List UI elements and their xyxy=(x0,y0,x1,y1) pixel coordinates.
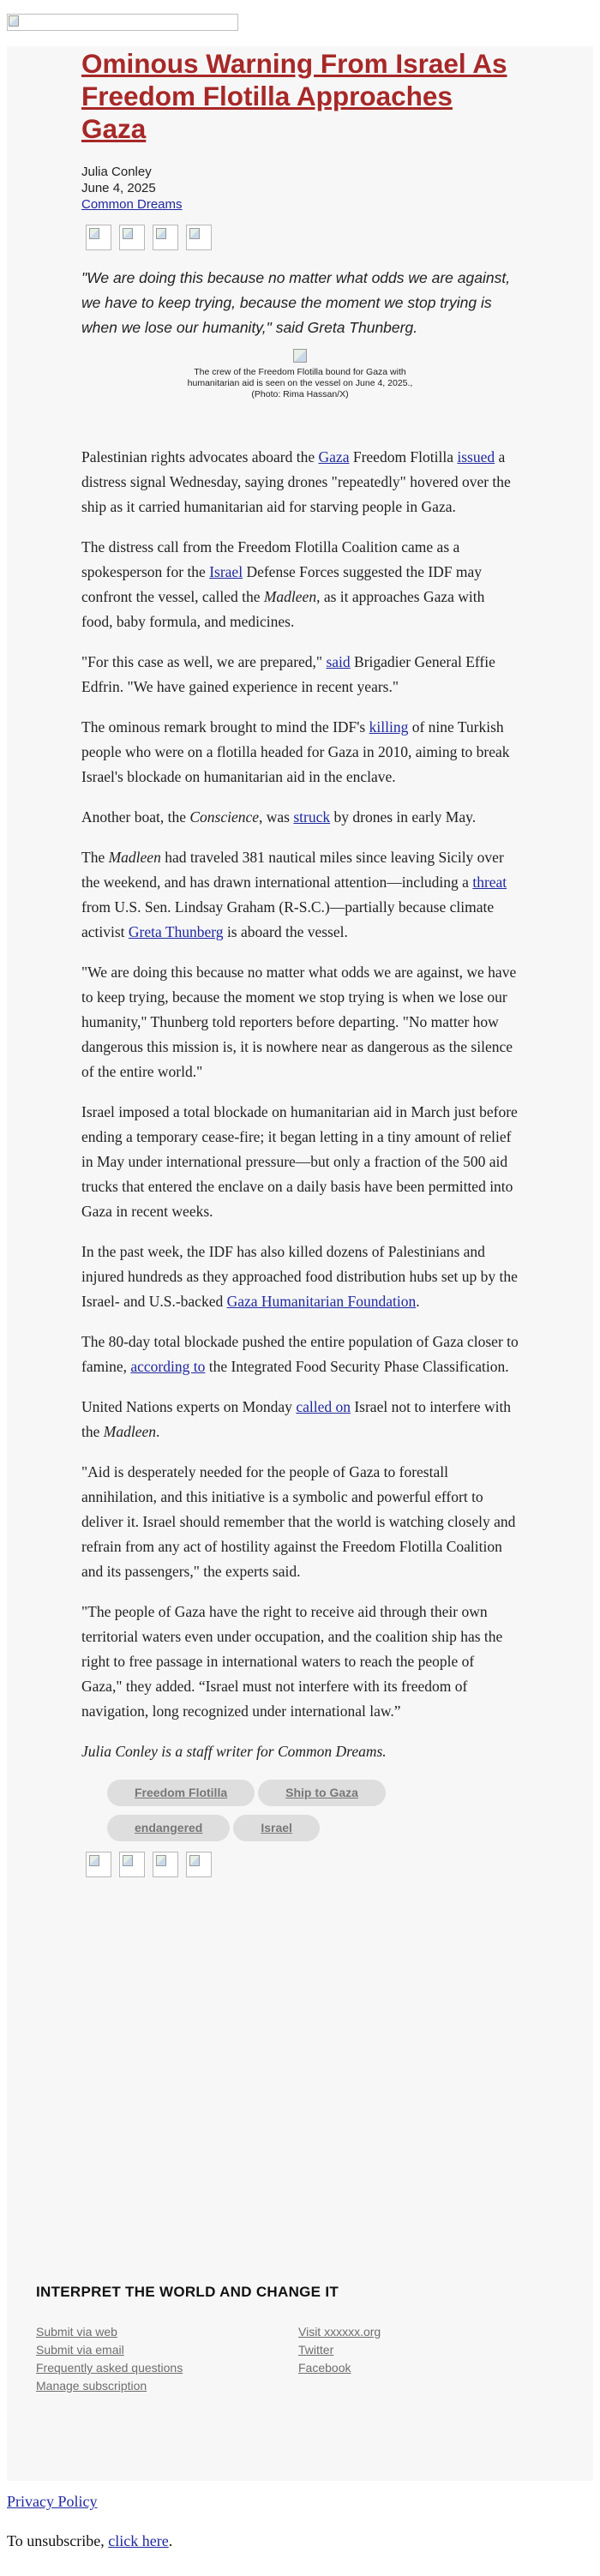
struck-link[interactable]: struck xyxy=(293,808,331,826)
paragraph: Palestinian rights advocates aboard the Gaza Freedom Flotilla issued a distress signal Wednesday, saying drones "repeatedly" hovered over the ship as it carried humanitarian aid for starving people in Gaza. xyxy=(81,448,511,515)
article-image xyxy=(293,349,307,363)
paragraph: The Madleen had traveled 381 nautical miles since leaving Sicily over the weekend, and has drawn international attention—including a threat from U.S. Sen. Lindsay Graham (R-S.C.)—partially because climate activist Greta Thunberg is aboard the vessel. xyxy=(81,849,507,940)
issued-link[interactable]: issued xyxy=(457,448,495,465)
paragraph: "Aid is desperately needed for the people of Gaza to forestall annihilation, and this initiative is a symbolic and powerful effort to deliver it. Israel should remember that the world is watching closely and refrain from any act of hostility against the Freedom Flotilla Coalition and its passengers," the experts said. xyxy=(81,1463,516,1580)
article-meta xyxy=(81,164,519,213)
according-to-link[interactable]: according to xyxy=(130,1358,206,1375)
article-figure xyxy=(81,349,519,400)
facebook-icon[interactable] xyxy=(86,225,111,250)
newsletter-container xyxy=(7,46,593,2481)
submit-web-link[interactable]: Submit via web xyxy=(36,2325,117,2339)
tag-list xyxy=(81,1780,467,1850)
ghf-link[interactable]: Gaza Humanitarian Foundation xyxy=(226,1293,417,1310)
paragraph: Another boat, the Conscience, was struck by drones in early May. xyxy=(81,808,477,826)
unsubscribe-line: To unsubscribe, click here. xyxy=(7,2532,173,2549)
tag-freedom-flotilla[interactable]: Freedom Flotilla xyxy=(107,1780,255,1806)
bottom-links xyxy=(7,2490,172,2569)
email-icon[interactable] xyxy=(153,225,178,250)
unsubscribe-link[interactable]: click here xyxy=(108,2532,169,2549)
tag-ship-to-gaza[interactable]: Ship to Gaza xyxy=(258,1780,386,1806)
paragraph: "The people of Gaza have the right to receive aid through their own territorial waters even under occupation, and the coalition ship has the right to free passage in international waters to reach the people of Gaza," they added. “Israel must not interfere with its freedom of navigation, long recognized under international law.” xyxy=(81,1603,503,1720)
twitter-icon[interactable] xyxy=(119,1852,145,1877)
print-icon[interactable] xyxy=(186,1852,212,1877)
paragraph: The distress call from the Freedom Flotilla Coalition came as a spokesperson for the Israel Defense Forces suggested the IDF may confront the vessel, called the Madleen, as it approaches Gaza with food, baby formula, and medicines. xyxy=(81,538,485,630)
paragraph: United Nations experts on Monday called on Israel not to interfere with the Madleen. xyxy=(81,1398,512,1440)
share-icons-top xyxy=(81,225,519,250)
submit-email-link[interactable]: Submit via email xyxy=(36,2343,124,2357)
manage-subscription-link[interactable]: Manage subscription xyxy=(36,2379,147,2393)
paragraph: Israel imposed a total blockade on humanitarian aid in March just before ending a temporary cease-fire; it began letting in a tiny amount of relief in May under international pressure—but only a fraction of the 500 aid trucks that entered the enclave on a daily basis have been permitted into Gaza in recent weeks. xyxy=(81,1103,518,1220)
author-bio: Julia Conley is a staff writer for Common Dreams. xyxy=(81,1743,387,1760)
headline-link[interactable]: Ominous Warning From Israel As Freedom Flotilla Approaches Gaza xyxy=(81,48,507,144)
faq-link[interactable]: Frequently asked questions xyxy=(36,2361,183,2375)
twitter-link[interactable]: Twitter xyxy=(298,2343,334,2357)
gaza-link[interactable]: Gaza xyxy=(318,448,350,465)
print-icon[interactable] xyxy=(186,225,212,250)
footer-links-right xyxy=(298,2323,381,2377)
image-caption: The crew of the Freedom Flotilla bound for Gaza with humanitarian aid is seen on the vessel on June 4, 2025., (Photo: Rima Hassan/X) xyxy=(187,367,413,399)
greta-thunberg-link[interactable]: Greta Thunberg xyxy=(128,923,224,940)
threat-link[interactable]: threat xyxy=(472,874,507,891)
paragraph: The ominous remark brought to mind the IDF's killing of nine Turkish people who were on a flotilla headed for Gaza in 2010, aiming to break Israel's blockade on humanitarian aid in the enclave. xyxy=(81,718,510,785)
tag-israel[interactable]: Israel xyxy=(233,1815,320,1841)
paragraph: "We are doing this because no matter what odds we are against, we have to keep trying, because the moment we stop trying is when we lose our humanity," Thunberg told reporters before departing. "No matter how dangerous this mission is, it is nowhere near as dangerous as the silence of the entire world." xyxy=(81,964,517,1080)
article xyxy=(81,46,519,1877)
footer-heading: INTERPRET THE WORLD AND CHANGE IT xyxy=(36,2284,339,2300)
visit-site-link[interactable]: Visit xxxxxx.org xyxy=(298,2325,381,2339)
facebook-link[interactable]: Facebook xyxy=(298,2361,351,2375)
publish-date: June 4, 2025 xyxy=(81,181,156,195)
paragraph: The 80-day total blockade pushed the entire population of Gaza closer to famine, according to the Integrated Food Security Phase Classification. xyxy=(81,1333,519,1375)
pullquote: "We are doing this because no matter what odds we are against, we have to keep trying, because the moment we stop trying is when we lose our humanity," said Greta Thunberg. xyxy=(81,269,511,336)
header-banner-image xyxy=(7,14,238,31)
article-body xyxy=(81,445,519,1764)
share-icons-bottom xyxy=(81,1852,519,1877)
privacy-policy-link[interactable]: Privacy Policy xyxy=(7,2493,98,2510)
israel-link[interactable]: Israel xyxy=(209,563,243,580)
paragraph: "For this case as well, we are prepared," said Brigadier General Effie Edfrin. "We have gained experience in recent years." xyxy=(81,653,495,695)
email-icon[interactable] xyxy=(153,1852,178,1877)
footer-links-left xyxy=(36,2323,183,2395)
killing-link[interactable]: killing xyxy=(369,718,409,736)
author-name: Julia Conley xyxy=(81,165,152,179)
source-link[interactable]: Common Dreams xyxy=(81,197,183,212)
paragraph: In the past week, the IDF has also killed dozens of Palestinians and injured hundreds as they approached food distribution hubs set up by the Israel- and U.S.-backed Gaza Humanitarian Foundation. xyxy=(81,1243,518,1310)
twitter-icon[interactable] xyxy=(119,225,145,250)
footer xyxy=(7,2275,593,2481)
tag-endangered[interactable]: endangered xyxy=(107,1815,230,1841)
called-on-link[interactable]: called on xyxy=(296,1398,351,1415)
said-link[interactable]: said xyxy=(326,653,351,670)
facebook-icon[interactable] xyxy=(86,1852,111,1877)
